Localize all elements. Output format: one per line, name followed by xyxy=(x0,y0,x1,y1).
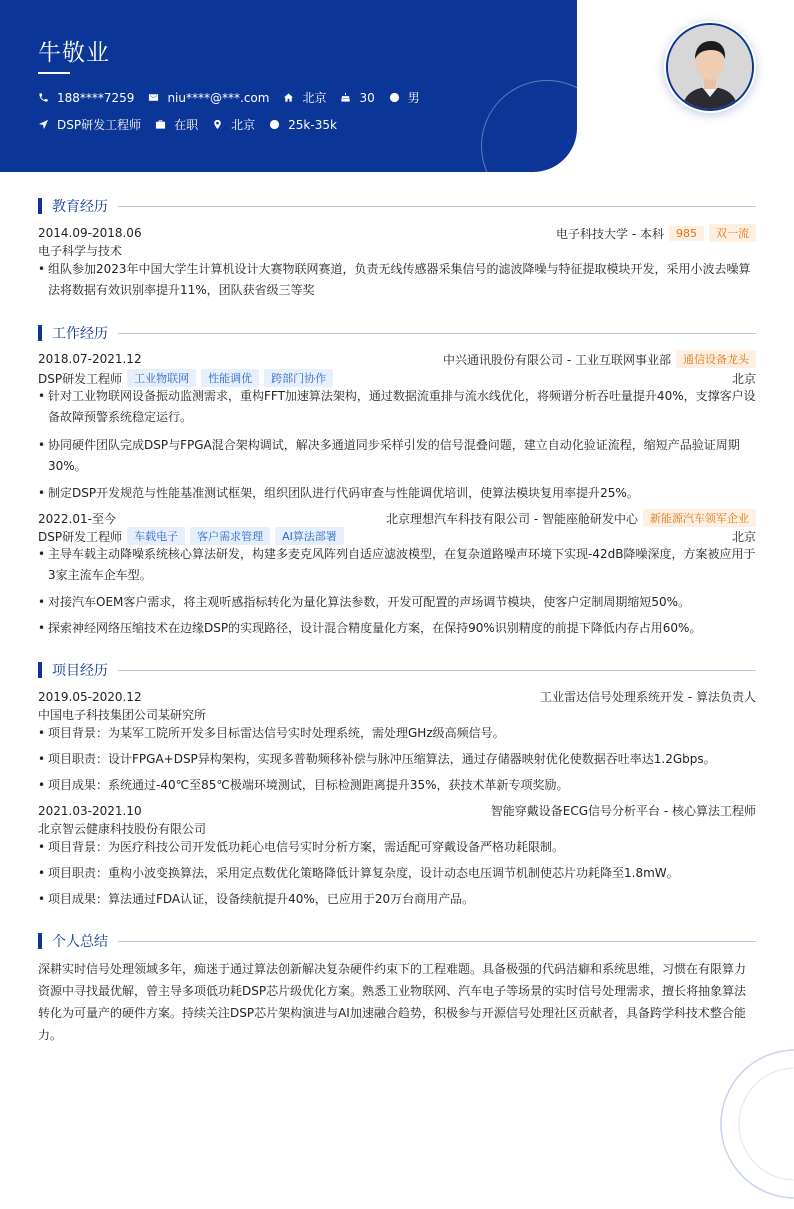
project-bullet: • 项目职责：重构小波变换算法，采用定点数优化策略降低计算复杂度，设计动态电压调节机制使芯片功耗降至1.8mW。 xyxy=(38,863,756,884)
project-org-row xyxy=(38,820,756,837)
decorative-circle xyxy=(481,80,577,172)
project-header xyxy=(38,688,756,705)
work-bullet: • 针对工业物联网设备振动监测需求，重构FFT加速算法架构，通过数据流重排与流水线优化，将频谱分析吞吐量提升40%，支撑客户设 备故障预警系统稳定运行。 xyxy=(38,386,756,428)
education-major: 电子科学与技术 xyxy=(38,244,123,258)
avatar xyxy=(664,21,756,113)
target-city-text: 北京 xyxy=(231,118,256,132)
target-job-item xyxy=(38,116,141,133)
section-projects xyxy=(38,660,756,680)
work-period: 2022.01-至今 xyxy=(38,511,116,526)
name-underline xyxy=(38,72,70,74)
phone-icon xyxy=(38,92,49,103)
education-major-row xyxy=(38,242,756,259)
email-text: niu****@***.com xyxy=(167,90,270,105)
project-bullet: • 项目背景：为医疗科技公司开发低功耗心电信号实时分析方案，需适配可穿戴设备严格功耗限制。 xyxy=(38,837,756,858)
skill-tag: 性能调优 xyxy=(201,369,259,387)
status-item xyxy=(155,116,198,133)
section-title-work: 工作经历 xyxy=(52,326,108,342)
gender-icon xyxy=(389,92,400,103)
skill-tag: 工业物联网 xyxy=(127,369,196,387)
money-icon xyxy=(269,119,280,130)
target-city-item xyxy=(212,116,255,133)
work-bullet: • 制定DSP开发规范与性能基准测试框架，组织团队进行代码审查与性能调优培训，使算法模块复用率提升25%。 xyxy=(38,483,756,504)
send-icon xyxy=(38,119,49,130)
work-header xyxy=(38,350,756,368)
gender-text: 男 xyxy=(407,91,420,105)
phone-item xyxy=(38,91,134,105)
project-org: 北京智云健康科技股份有限公司 xyxy=(38,822,207,836)
gender-item xyxy=(389,89,420,106)
project-name: 工业雷达信号处理系统开发 - 算法负责人 xyxy=(540,690,756,704)
work-bullet: • 主导车载主动降噪系统核心算法研发，构建多麦克风阵列自适应滤波模型，在复杂道路噪声环境下实现-42dB降噪深度，方案被应用于 3家主流车企车型。 xyxy=(38,544,756,586)
briefcase-icon xyxy=(155,119,166,130)
company-tag: 新能源汽车领军企业 xyxy=(643,509,756,527)
work-title-row xyxy=(38,527,756,545)
skill-tag: 客户需求管理 xyxy=(190,527,270,545)
project-org-row xyxy=(38,706,756,723)
education-tag: 985 xyxy=(669,226,704,241)
work-header xyxy=(38,509,756,527)
education-header xyxy=(38,224,756,242)
project-bullet: • 项目背景：为某军工院所开发多目标雷达信号实时处理系统，需处理GHz级高频信号。 xyxy=(38,723,756,744)
skill-tag: AI算法部署 xyxy=(275,527,344,545)
project-header xyxy=(38,802,756,819)
header-banner xyxy=(0,0,577,172)
work-bullet: • 探索神经网络压缩技术在边缘DSP的实现路径，设计混合精度量化方案，在保持90%识别精度的前提下降低内存占用60%。 xyxy=(38,618,756,639)
education-tag: 双一流 xyxy=(709,224,756,242)
salary-item xyxy=(269,118,337,132)
work-title: DSP研发工程师 xyxy=(38,529,123,544)
education-bullet: • 组队参加2023年中国大学生计算机设计大赛物联网赛道，负责无线传感器采集信号的滤波降噪与特征提取模块开发，采用小波去噪算 法将数据有效识别率提升11%，团队获省级三等奖 xyxy=(38,259,756,301)
home-icon xyxy=(283,92,294,103)
target-job-text: DSP研发工程师 xyxy=(57,118,142,132)
work-company: 中兴通讯股份有限公司 - 工业互联网事业部 xyxy=(443,352,671,367)
work-bullet: • 对接汽车OEM客户需求，将主观听感指标转化为量化算法参数，开发可配置的声场调节模块，使客户定制周期缩短50%。 xyxy=(38,592,756,613)
summary-paragraph: 深耕实时信号处理领域多年，痴迷于通过算法创新解决复杂硬件约束下的工程难题。具备极强的代码洁癖和系统思维，习惯在有限算力 资源中寻找最优解，曾主导多项低功耗DSP芯片级优化方案。熟悉工业物联网、汽车电子等场景的实时信号处理需求，擅长将抽象算法 转化为可量产的硬件方案。持续关注DSP芯片架构演进与AI加速融合趋势，积极参与开源信号处理社区贡献者，具备跨学科技术整合能 力。 xyxy=(38,962,747,1042)
skill-tag: 车载电子 xyxy=(127,527,185,545)
project-period: 2021.03-2021.10 xyxy=(38,803,142,818)
project-bullet: • 项目成果：系统通过-40℃至85℃极端环境测试，目标检测距离提升35%，获技术革新专项奖励。 xyxy=(38,775,756,796)
section-work xyxy=(38,323,756,343)
project-name: 智能穿戴设备ECG信号分析平台 - 核心算法工程师 xyxy=(490,804,756,818)
cake-icon xyxy=(340,92,351,103)
section-title-summary: 个人总结 xyxy=(52,934,108,950)
corner-decoration xyxy=(720,1049,794,1209)
project-bullet: • 项目职责：设计FPGA+DSP异构架构，实现多普勒频移补偿与脉冲压缩算法，通过存储器映射优化使数据吞吐率达1.2Gbps。 xyxy=(38,749,756,770)
section-education xyxy=(38,196,756,216)
age-text: 30 xyxy=(359,90,375,105)
work-city: 北京 xyxy=(731,529,756,544)
work-title: DSP研发工程师 xyxy=(38,371,123,386)
contact-row xyxy=(38,89,434,106)
company-tag: 通信设备龙头 xyxy=(676,350,756,368)
work-bullet: • 协同硬件团队完成DSP与FPGA混合架构调试，解决多通道同步采样引发的信号混叠问题，建立自动化验证流程，缩短产品验证周期 30%。 xyxy=(38,435,756,477)
salary-text: 25k-35k xyxy=(288,117,337,132)
job-intent-row xyxy=(38,116,351,133)
work-company: 北京理想汽车科技有限公司 - 智能座舱研发中心 xyxy=(386,511,638,526)
work-city: 北京 xyxy=(731,371,756,386)
location-icon xyxy=(212,119,223,130)
project-org: 中国电子科技集团公司某研究所 xyxy=(38,708,207,722)
phone-text: 188****7259 xyxy=(57,90,135,105)
mail-icon xyxy=(148,92,159,103)
project-period: 2019.05-2020.12 xyxy=(38,689,142,704)
avatar-photo xyxy=(666,23,754,111)
home-item xyxy=(283,89,326,106)
education-period: 2014.09-2018.06 xyxy=(38,226,142,240)
home-text: 北京 xyxy=(302,91,327,105)
candidate-name: 牛敬业 xyxy=(38,40,110,66)
age-item xyxy=(340,91,374,105)
skill-tag: 跨部门协作 xyxy=(264,369,333,387)
section-title-education: 教育经历 xyxy=(52,199,108,215)
education-school: 电子科技大学 - 本科 xyxy=(556,226,664,241)
email-item xyxy=(148,91,269,105)
project-bullet: • 项目成果：算法通过FDA认证，设备续航提升40%，已应用于20万台商用产品。 xyxy=(38,889,756,910)
section-summary xyxy=(38,931,756,951)
section-title-projects: 项目经历 xyxy=(52,663,108,679)
status-text: 在职 xyxy=(174,118,199,132)
work-title-row xyxy=(38,369,756,387)
work-period: 2018.07-2021.12 xyxy=(38,352,142,366)
